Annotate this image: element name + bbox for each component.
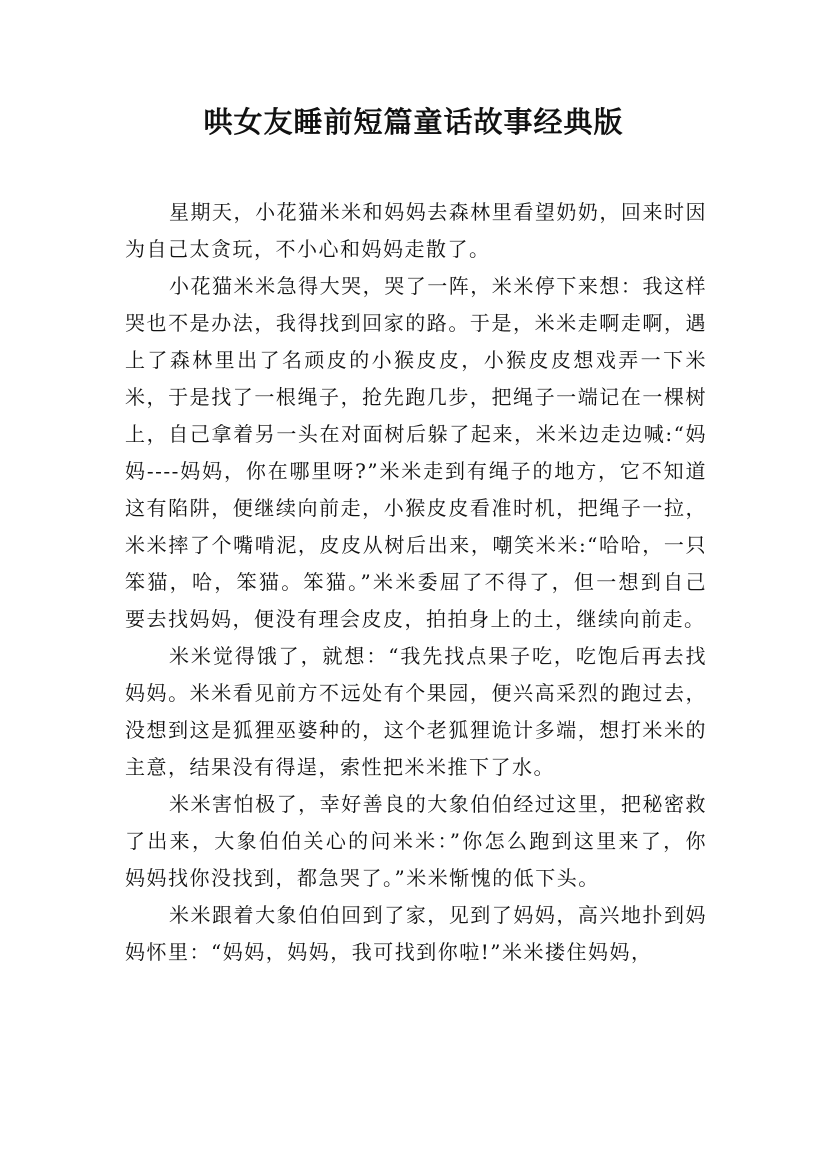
document-title: 哄女友睡前短篇童话故事经典版	[203, 105, 624, 139]
paragraph-3: 米米觉得饿了，就想：“我先找点果子吃，吃饱后再去找妈妈。米米看见前方不远处有个果园，便兴高采烈的跑过去，没想到这是狐狸巫婆种的，这个老狐狸诡计多端，想打米米的主意，结果没有得逞，索性把米米推下了水。	[125, 644, 707, 779]
paragraph-4: 米米害怕极了，幸好善良的大象伯伯经过这里，把秘密救了出来，大象伯伯关心的问米米：”你怎么跑到这里来了，你 妈妈找你没找到，都急哭了。”米米惭愧的低下头。	[125, 792, 707, 890]
document-body	[125, 194, 707, 971]
paragraph-2: 小花猫米米急得大哭，哭了一阵，米米停下来想：我这样哭也不是办法，我得找到回家的路。于是，米米走啊走啊，遇上了森林里出了名顽皮的小猴皮皮，小猴皮皮想戏弄一下米米，于是找了一根绳子，抢先跑几步，把绳子一端记在一棵树上，自己拿着另一头在对面树后躲了起来，米米边走边喊:“妈妈----妈妈，你在哪里呀?”米米走到有绳子的地方，它不知道这有陷阱，便继续向前走，小猴皮皮看准时机，把绳子一拉，米米摔了个嘴啃泥，皮皮从树后出来，嘲笑米米:“哈哈，一只笨猫，哈，笨猫。笨猫。”米米委屈了不得了，但一想到自己要去找妈妈，便没有理会皮皮，拍拍身上的土，继续向前走。	[125, 274, 707, 631]
paragraph-1: 星期天，小花猫米米和妈妈去森林里看望奶奶，回来时因为自己太贪玩，不小心和妈妈走散了。	[125, 200, 707, 261]
paragraph-5: 米米跟着大象伯伯回到了家，见到了妈妈，高兴地扑到妈妈怀里：“妈妈，妈妈，我可找到你啦!”米米搂住妈妈，	[125, 903, 707, 964]
